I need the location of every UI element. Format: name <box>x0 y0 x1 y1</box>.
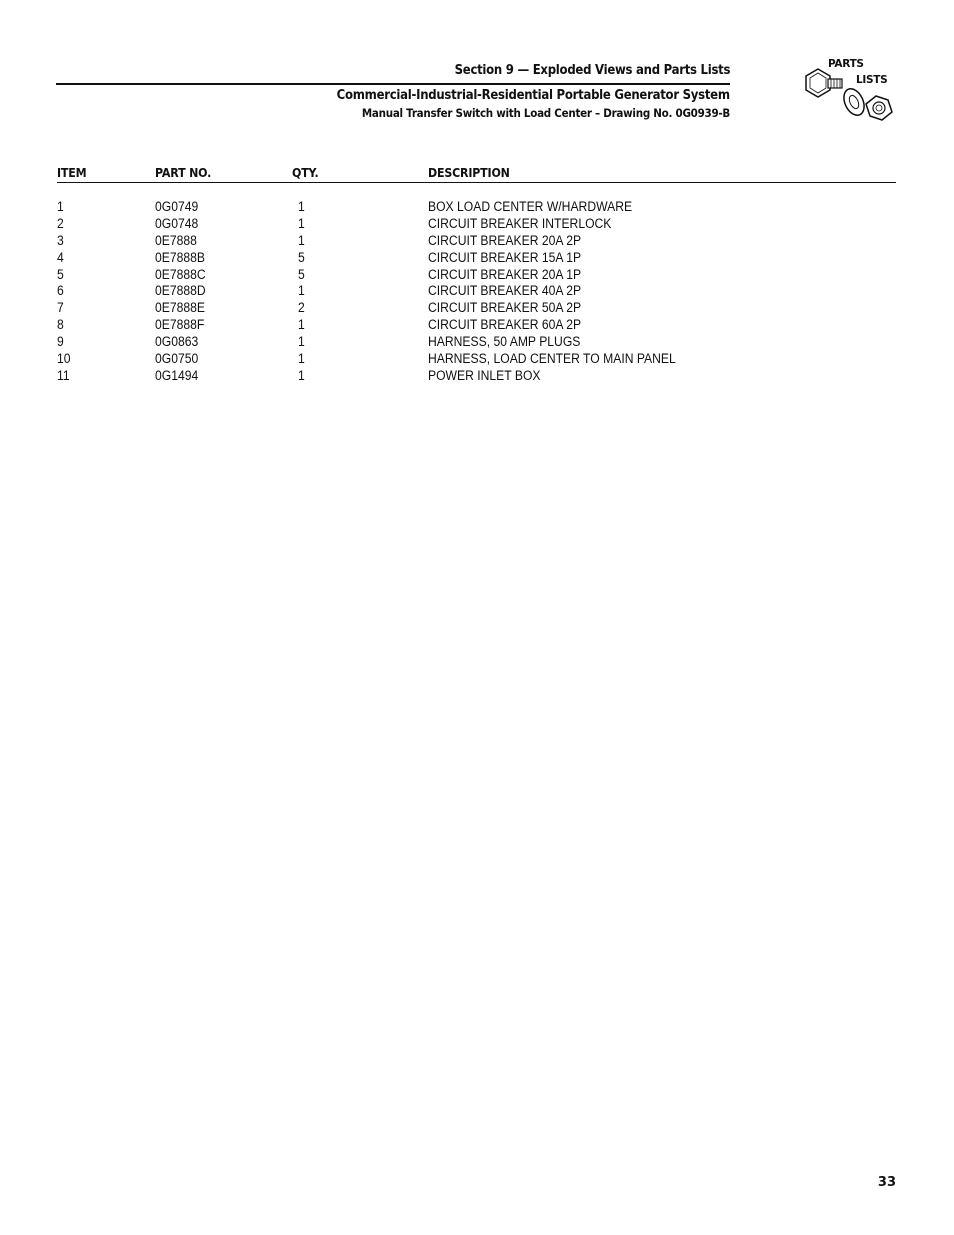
part-no-cell: 0E7888D <box>155 283 206 299</box>
part-no-cell: 0G0748 <box>155 215 199 231</box>
qty-cell: 1 <box>298 317 305 333</box>
page-number: 33 <box>877 1175 896 1190</box>
item-cell: 5 <box>57 266 64 282</box>
table-row <box>57 199 896 216</box>
qty-cell: 1 <box>298 283 305 299</box>
item-cell: 9 <box>57 334 64 350</box>
description-cell: CIRCUIT BREAKER INTERLOCK <box>428 215 612 231</box>
qty-cell: 5 <box>298 249 305 265</box>
section-title: Section 9 — Exploded Views and Parts Lists <box>454 63 730 78</box>
item-cell: 6 <box>57 283 64 299</box>
description-cell: CIRCUIT BREAKER 50A 2P <box>428 300 582 316</box>
parts-table <box>57 164 896 385</box>
part-no-cell: 0E7888E <box>155 300 206 316</box>
table-row <box>57 267 896 284</box>
table-row <box>57 334 896 351</box>
parts-lists-logo <box>798 54 898 134</box>
description-cell: BOX LOAD CENTER W/HARDWARE <box>428 199 633 214</box>
table-row <box>57 317 896 334</box>
description-cell: CIRCUIT BREAKER 15A 1P <box>428 249 582 265</box>
logo-text-lists: LISTS <box>856 74 888 86</box>
table-row <box>57 351 896 368</box>
table-row <box>57 368 896 385</box>
qty-cell: 5 <box>298 266 305 282</box>
description-cell: POWER INLET BOX <box>428 367 541 383</box>
item-cell: 11 <box>57 367 70 383</box>
qty-cell: 1 <box>298 215 305 231</box>
qty-cell: 2 <box>298 300 305 316</box>
document-title: Commercial-Industrial-Residential Portable Generator System <box>336 88 730 103</box>
column-header-qty: QTY. <box>292 166 319 180</box>
part-no-cell: 0E7888 <box>155 232 197 248</box>
item-cell: 2 <box>57 215 64 231</box>
part-no-cell: 0E7888B <box>155 249 206 265</box>
item-cell: 7 <box>57 300 64 316</box>
description-cell: CIRCUIT BREAKER 40A 2P <box>428 283 582 299</box>
part-no-cell: 0E7888C <box>155 266 206 282</box>
description-cell: CIRCUIT BREAKER 60A 2P <box>428 317 582 333</box>
table-header <box>57 164 896 183</box>
table-row <box>57 283 896 300</box>
part-no-cell: 0G0750 <box>155 351 199 367</box>
header-rule <box>56 83 730 85</box>
table-row <box>57 233 896 250</box>
part-no-cell: 0G1494 <box>155 367 199 383</box>
part-no-cell: 0E7888F <box>155 317 205 333</box>
item-cell: 4 <box>57 249 64 265</box>
qty-cell: 1 <box>298 351 305 367</box>
column-header-part-no: PART NO. <box>155 166 212 180</box>
qty-cell: 1 <box>298 199 305 214</box>
qty-cell: 1 <box>298 367 305 383</box>
document-subtitle: Manual Transfer Switch with Load Center – Drawing No. 0G0939-B <box>361 106 730 120</box>
description-cell: HARNESS, LOAD CENTER TO MAIN PANEL <box>428 351 676 367</box>
table-body <box>57 199 896 385</box>
logo-text-parts: PARTS <box>828 58 864 70</box>
description-cell: CIRCUIT BREAKER 20A 1P <box>428 266 582 282</box>
item-cell: 1 <box>57 199 64 214</box>
qty-cell: 1 <box>298 334 305 350</box>
table-row <box>57 250 896 267</box>
table-row <box>57 216 896 233</box>
part-no-cell: 0G0749 <box>155 199 199 214</box>
description-cell: CIRCUIT BREAKER 20A 2P <box>428 232 582 248</box>
item-cell: 10 <box>57 351 71 367</box>
qty-cell: 1 <box>298 232 305 248</box>
column-header-description: DESCRIPTION <box>428 166 510 180</box>
description-cell: HARNESS, 50 AMP PLUGS <box>428 334 581 350</box>
table-row <box>57 300 896 317</box>
part-no-cell: 0G0863 <box>155 334 199 350</box>
item-cell: 3 <box>57 232 64 248</box>
column-header-item: ITEM <box>57 166 87 180</box>
item-cell: 8 <box>57 317 64 333</box>
